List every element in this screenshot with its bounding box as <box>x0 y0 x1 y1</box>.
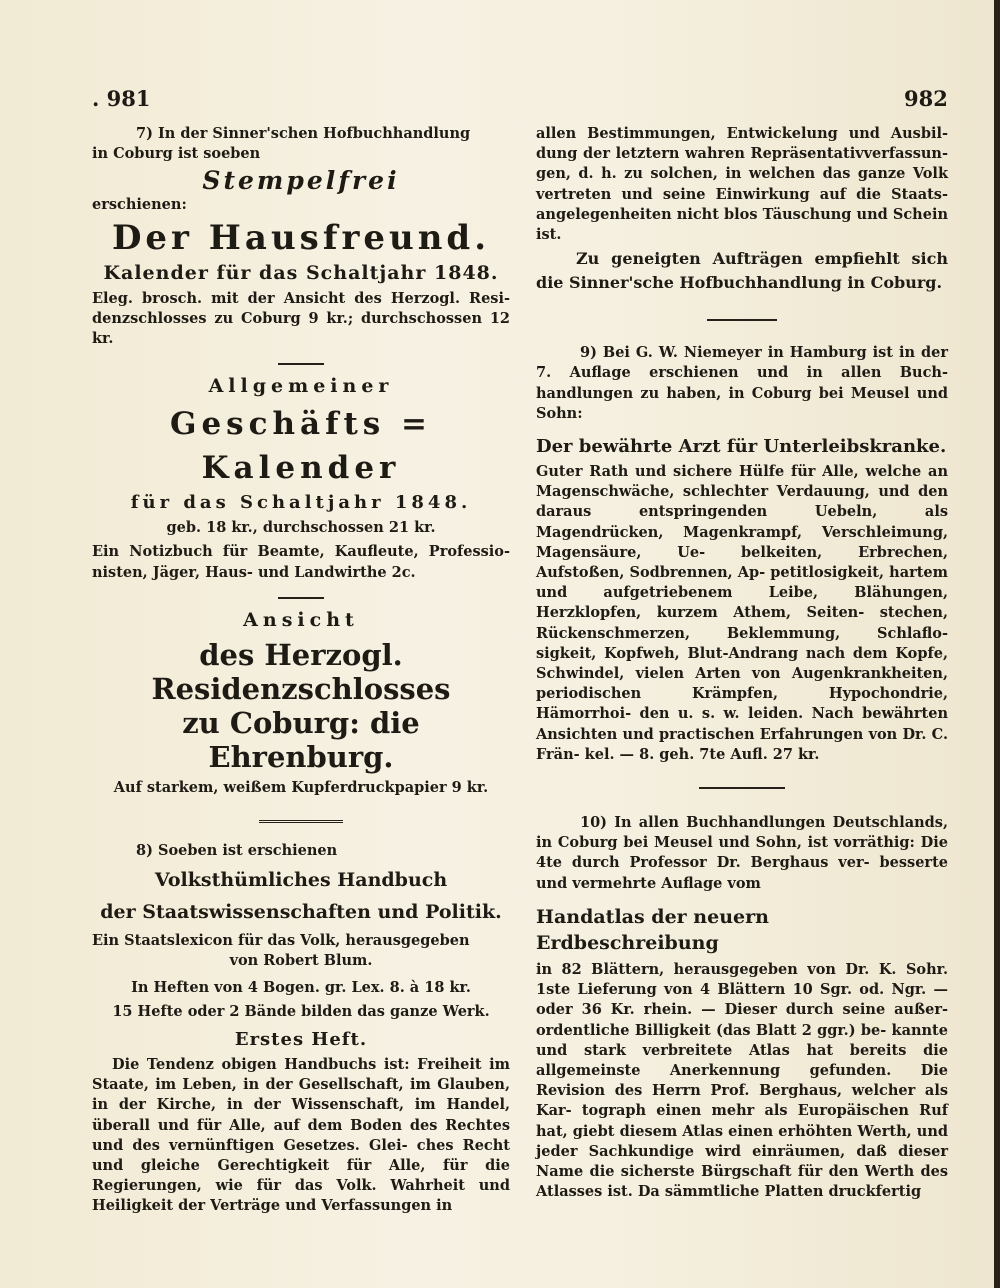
divider <box>278 363 324 365</box>
ad7-ansicht: Ansicht <box>243 608 359 631</box>
ad7-gk-description: Ein Notizbuch für Beamte, Kaufleute, Professio- nisten, Jäger, Haus- und Landwirthe 2c. <box>92 543 510 581</box>
ad9-description: Guter Rath und sichere Hülfe für Alle, welche an Magenschwäche, schlechter Verdauung, und den daraus entspringenden Uebeln, als Magendrücken, Magenkrampf, Verschleimung, Magensäure, Ue- belkeiten, Erbrechen, Aufstoßen, Sodbrennen, Ap- petitlosigkeit, hartem und aufgetriebenem Leibe, Blähungen, Herzklopfen, kurzem Athem, Seiten- stechen, Rückenschmerzen, Beklemmung, Schlaflo- sigkeit, Kopfweh, Blut-Andrang nach dem Kopfe, Schwindel, vielen Arten von Augenkrankheiten, periodischen Krämpfen, Hypochondrie, Hämorrhoi- den u. s. w. leiden. Nach bewährten Ansichten und practischen Erfahrungen von Dr. C. Frän- kel. — 8. geh. 7te Aufl. 27 kr. <box>536 463 948 763</box>
ad10-title: Handatlas der neuern Erdbeschreibung <box>536 905 769 954</box>
ad8-hefte: In Heften von 4 Bogen. gr. Lex. 8. à 18 kr. <box>131 978 471 996</box>
ad10-description: in 82 Blättern, herausgegeben von Dr. K. Sohr. 1ste Lieferung von 4 Blättern 10 Sgr. od. Ngr. — oder 36 Kr. rhein. — Dieser durch seine außer- ordentliche Billigkeit (das Blatt 2 ggr.) be- kannte und stark verbreitete Atlas hat bereits die allgemeinste Anerkennung gefunden. Die Revision des Herrn Prof. Berghaus, welcher als Kar- tograph einen mehr als Europäischen Ruf hat, giebt diesem Atlas einen erhöhten Werth, und jeder Sachkundige wird einräumen, daß dieser Name die sicherste Bürgschaft für den Werth des Atlasses ist. Da sämmtliche Platten druckfertig <box>536 960 948 1201</box>
page-number-right: 982 <box>904 86 948 111</box>
ad8-subtitle-2: von Robert Blum. <box>229 952 373 970</box>
ad7-allgemeiner: Allgemeiner <box>208 375 394 398</box>
ad8-title-2: der Staatswissenschaften und Politik. <box>100 901 502 924</box>
ad7-geschaefts-kalender: Geschäfts = Kalender <box>169 406 433 487</box>
ad9-title: Der bewährte Arzt für Unterleibskranke. <box>536 436 947 458</box>
ad7-subtitle: Kalender für das Schaltjahr 1848. <box>103 261 499 284</box>
ad8-recommendation: Zu geneigten Aufträgen empfiehlt sich die Sinner'sche Hofbuchhandlung in Coburg. <box>536 249 948 293</box>
ad7-gk-subtitle: für das Schaltjahr 1848. <box>130 492 472 514</box>
ad7-intro-line2: in Coburg ist soeben <box>92 145 261 163</box>
ad7-price: Eleg. brosch. mit der Ansicht des Herzogl. Resi- denzschlosses zu Coburg 9 kr.; durchschossen 12 kr. <box>92 289 510 348</box>
right-column <box>536 124 948 1202</box>
ad7-ansicht-title-1: des Herzogl. Residenzschlosses <box>151 637 451 706</box>
divider <box>707 319 777 321</box>
ad7-erschienen: erschienen: <box>92 196 187 214</box>
left-column <box>92 124 510 1217</box>
ad8-body: Die Tendenz obigen Handbuchs ist: Freiheit im Staate, im Leben, in der Gesellschaft, im Glauben, in der Kirche, in der Wissenschaft, im Handel, überall und für Alle, auf dem Boden des Rechtes und des vernünftigen Gesetzes. Glei- ches Recht und gleiche Gerechtigkeit für Alle, für die Regierungen, wie für das Volk. Wahrheit und Heiligkeit der Verträge und Verfassungen in <box>92 1056 510 1215</box>
ad8-title-1: Volksthümliches Handbuch <box>154 869 448 892</box>
ad10-intro: 10) In allen Buchhandlungen Deutschlands, in Coburg bei Meusel und Sohn, ist vorräthig: Die 4te durch Professor Dr. Berghaus ver- besserte und vermehrte Auflage vom <box>536 814 948 892</box>
ad8-subtitle-1: Ein Staatslexicon für das Volk, herausgegeben <box>92 932 470 950</box>
ad8-intro: 8) Soeben ist erschienen <box>136 842 338 860</box>
ad7-intro-line1: 7) In der Sinner'schen Hofbuchhandlung <box>136 125 471 142</box>
page-edge <box>994 0 1000 1288</box>
divider <box>278 597 324 599</box>
page-number-left: . 981 <box>92 86 151 111</box>
divider <box>699 787 785 789</box>
section-divider <box>259 820 343 823</box>
ad8-baende: 15 Hefte oder 2 Bände bilden das ganze Werk. <box>112 1002 490 1020</box>
ad7-stempelfrei: Stempelfrei <box>202 166 400 196</box>
ad7-ansicht-price: Auf starkem, weißem Kupferdruckpapier 9 kr. <box>113 778 489 796</box>
ad8-continued: allen Bestimmungen, Entwickelung und Ausbil- dung der letztern wahren Repräsentativverfassun- gen, d. h. zu solchen, in welchen das ganze Volk vertreten und seine Einwirkung auf die Staats- angelegenheiten nicht blos Täuschung und Schein ist. <box>536 125 948 244</box>
ad7-title-hausfreund: Der Hausfreund. <box>111 217 491 258</box>
ad8-erstes-heft: Erstes Heft. <box>234 1029 368 1051</box>
ad7-gk-price: geb. 18 kr., durchschossen 21 kr. <box>166 519 436 537</box>
ad7-ansicht-title-2: zu Coburg: die Ehrenburg. <box>182 705 420 774</box>
ad9-intro: 9) Bei G. W. Niemeyer in Hamburg ist in der 7. Auflage erschienen und in allen Buch- handlungen zu haben, in Coburg bei Meusel und Sohn: <box>536 344 948 422</box>
